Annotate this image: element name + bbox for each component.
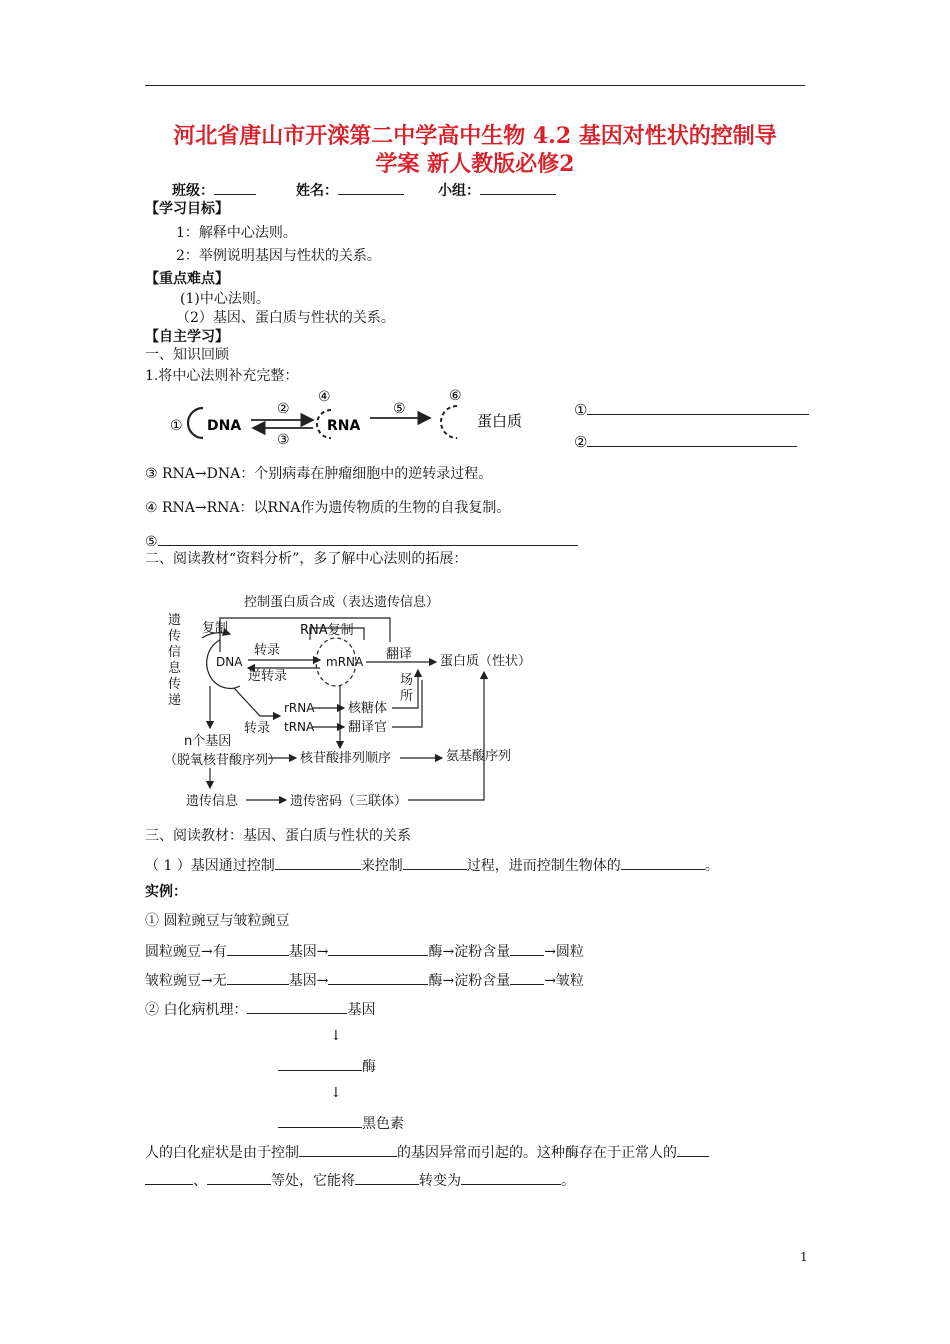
dogma-num-5: ⑤ — [393, 401, 406, 417]
round-blank-3[interactable] — [510, 941, 544, 956]
wrinkled-text-c: 酶→淀粉含量 — [428, 973, 511, 989]
d2-sequence: （脱氧核苷酸序列） — [164, 753, 282, 768]
wrinkled-blank-3[interactable] — [510, 970, 544, 985]
note-5 — [145, 531, 578, 551]
final-text-a: 人的白化症状是由于控制 — [145, 1145, 299, 1161]
d2-site-1: 场 — [400, 673, 414, 688]
d2-side-1: 遗 — [168, 613, 182, 628]
key-heading: 【重点难点】 — [145, 271, 229, 287]
goal-2: 2：举例说明基因与性状的关系。 — [176, 248, 381, 264]
d2-reverse: 逆转录 — [248, 669, 288, 684]
wrinkled-text-b: 基因→ — [288, 973, 329, 989]
final-text-f: 。 — [561, 1173, 575, 1189]
part-2-heading: 二、阅读教材“资料分析”，多了解中心法则的拓展： — [145, 551, 468, 567]
d2-rna-replicate: RNA复制 — [300, 623, 354, 638]
d2-transcribe-2-arrow — [234, 688, 280, 716]
d2-site-2: 所 — [400, 689, 414, 704]
class-label: 班级： — [172, 183, 214, 199]
d2-info: 遗传信息 — [186, 794, 239, 809]
round-blank-1[interactable] — [227, 941, 289, 956]
class-field — [172, 180, 256, 200]
final-line-1 — [145, 1142, 709, 1162]
final-blank-5[interactable] — [461, 1170, 561, 1185]
key-2: （2）基因、蛋白质与性状的关系。 — [176, 310, 395, 326]
dogma-num-4: ④ — [318, 389, 331, 405]
d2-code-up-arrow — [408, 672, 484, 800]
d2-transcribe-2: 转录 — [244, 721, 271, 736]
dogma-num-6: ⑥ — [449, 388, 462, 404]
d2-top-label: 控制蛋白质合成（表达遗传信息） — [244, 595, 440, 610]
key-1: (1)中心法则。 — [180, 291, 270, 307]
group-field — [438, 180, 556, 200]
name-field — [296, 180, 404, 200]
d2-transcribe: 转录 — [254, 643, 281, 658]
round-text-a: 圆粒豌豆→有 — [145, 944, 227, 960]
d2-n-genes: n个基因 — [184, 734, 232, 749]
d2-translate: 翻译 — [386, 647, 413, 662]
example-heading: 实例： — [145, 884, 187, 900]
d2-replicate: 复制 — [202, 621, 229, 636]
p3q1-text-a: （ 1 ）基因通过控制 — [145, 858, 275, 874]
final-text-c: 、 — [193, 1173, 207, 1189]
d2-trna: tRNA — [284, 720, 315, 734]
dna-replication-arc — [188, 408, 203, 438]
albino-melanin: 黑色素 — [362, 1116, 404, 1132]
p3q1-text-b: 来控制 — [360, 858, 403, 874]
class-blank[interactable] — [214, 180, 256, 195]
d2-dna: DNA — [216, 655, 243, 669]
d2-code: 遗传密码（三联体） — [290, 794, 408, 809]
group-label: 小组： — [438, 183, 480, 199]
note-5-label: ⑤ — [145, 534, 158, 550]
wrinkled-pea-line — [145, 970, 584, 990]
albino-blank-1[interactable] — [247, 999, 347, 1014]
wrinkled-blank-2[interactable] — [328, 970, 428, 985]
round-text-c: 酶→淀粉含量 — [428, 944, 511, 960]
extended-dogma-diagram — [160, 588, 550, 813]
final-text-e: 转变为 — [419, 1173, 461, 1189]
d2-aa-seq: 氨基酸序列 — [446, 749, 512, 764]
d2-side-2: 传 — [168, 629, 182, 644]
name-blank[interactable] — [338, 180, 404, 195]
note-3: ③ RNA→DNA：个别病毒在肿瘤细胞中的逆转录过程。 — [145, 466, 493, 482]
answer-1 — [574, 400, 809, 420]
final-blank-4[interactable] — [355, 1170, 419, 1185]
part-3-question-1 — [145, 855, 719, 875]
answer-1-label: ① — [574, 401, 588, 419]
note-5-blank[interactable] — [158, 531, 578, 546]
wrinkled-text-d: →皱粒 — [544, 973, 584, 989]
central-dogma-diagram — [165, 388, 545, 448]
name-label: 姓名： — [296, 183, 338, 199]
p3q1-blank-2[interactable] — [403, 855, 467, 870]
dogma-num-1: ① — [170, 418, 183, 434]
albino-melanin-line — [278, 1113, 404, 1133]
final-blank-3[interactable] — [207, 1170, 271, 1185]
d2-side-5: 传 — [168, 677, 182, 692]
answer-2-label: ② — [574, 433, 588, 451]
question-1: 1.将中心法则补充完整： — [145, 368, 299, 384]
d2-rrna: rRNA — [284, 701, 315, 715]
d2-protein: 蛋白质（性状） — [440, 654, 532, 669]
d2-side-3: 信 — [168, 645, 182, 660]
dogma-num-2: ② — [277, 401, 290, 417]
part-3-heading: 三、阅读教材：基因、蛋白质与性状的关系 — [145, 828, 411, 844]
final-blank-2b[interactable] — [145, 1170, 193, 1185]
dogma-num-3: ③ — [277, 432, 290, 448]
d2-nuc-order: 核苷酸排列顺序 — [300, 751, 392, 766]
albino-label: ② 白化病机理： — [145, 1002, 248, 1018]
p3q1-text-d: 。 — [704, 858, 719, 874]
final-text-b: 的基因异常而引起的。这种酶存在于正常人的 — [397, 1145, 677, 1161]
p3q1-blank-1[interactable] — [275, 855, 361, 870]
albino-blank-2[interactable] — [278, 1056, 362, 1071]
wrinkled-text-a: 皱粒豌豆→无 — [145, 973, 227, 989]
d2-ribosome: 核糖体 — [348, 701, 388, 716]
answer-2 — [574, 432, 797, 452]
p3q1-blank-3[interactable] — [621, 855, 705, 870]
final-line-2 — [145, 1170, 575, 1190]
dogma-rna: RNA — [327, 418, 361, 434]
goal-1: 1：解释中心法则。 — [176, 225, 297, 241]
top-rule — [145, 85, 805, 86]
round-text-d: →圆粒 — [544, 944, 584, 960]
example-1: ① 圆粒豌豆与皱粒豌豆 — [145, 913, 290, 929]
dogma-protein: 蛋白质 — [477, 412, 523, 430]
goals-heading: 【学习目标】 — [145, 201, 229, 217]
albino-blank-3[interactable] — [278, 1113, 362, 1128]
albino-arrow-2: ↓ — [330, 1085, 342, 1101]
round-blank-2[interactable] — [328, 941, 428, 956]
answer-1-blank[interactable] — [587, 400, 809, 415]
d2-mrna: mRNA — [326, 655, 364, 669]
self-study-heading: 【自主学习】 — [145, 329, 229, 345]
albino-enzyme-line — [278, 1056, 376, 1076]
final-blank-2a[interactable] — [677, 1142, 709, 1157]
title-line-1: 河北省唐山市开滦第二中学高中生物 4.2 基因对性状的控制导 — [173, 123, 777, 149]
albino-enzyme: 酶 — [362, 1059, 376, 1075]
albino-arrow-1: ↓ — [330, 1028, 342, 1044]
protein-arc — [441, 406, 457, 438]
p3q1-text-c: 过程，进而控制生物体的 — [466, 858, 621, 874]
round-pea-line — [145, 941, 584, 961]
wrinkled-blank-1[interactable] — [227, 970, 289, 985]
review-heading: 一、知识回顾 — [145, 347, 229, 363]
d2-translator: 翻译官 — [348, 720, 388, 735]
albino-gene: 基因 — [347, 1002, 376, 1018]
d2-side-4: 息 — [168, 661, 182, 676]
note-4: ④ RNA→RNA：以RNA作为遗传物质的生物的自我复制。 — [145, 500, 511, 516]
dogma-dna: DNA — [207, 418, 242, 434]
title-line-2: 学案 新人教版必修2 — [375, 151, 575, 177]
d2-side-6: 递 — [168, 693, 182, 708]
final-blank-1[interactable] — [299, 1142, 397, 1157]
albino-line — [145, 999, 375, 1019]
page-number: 1 — [800, 1250, 808, 1264]
round-text-b: 基因→ — [288, 944, 329, 960]
answer-2-blank[interactable] — [587, 432, 797, 447]
group-blank[interactable] — [480, 180, 556, 195]
final-text-d: 等处，它能将 — [271, 1173, 355, 1189]
